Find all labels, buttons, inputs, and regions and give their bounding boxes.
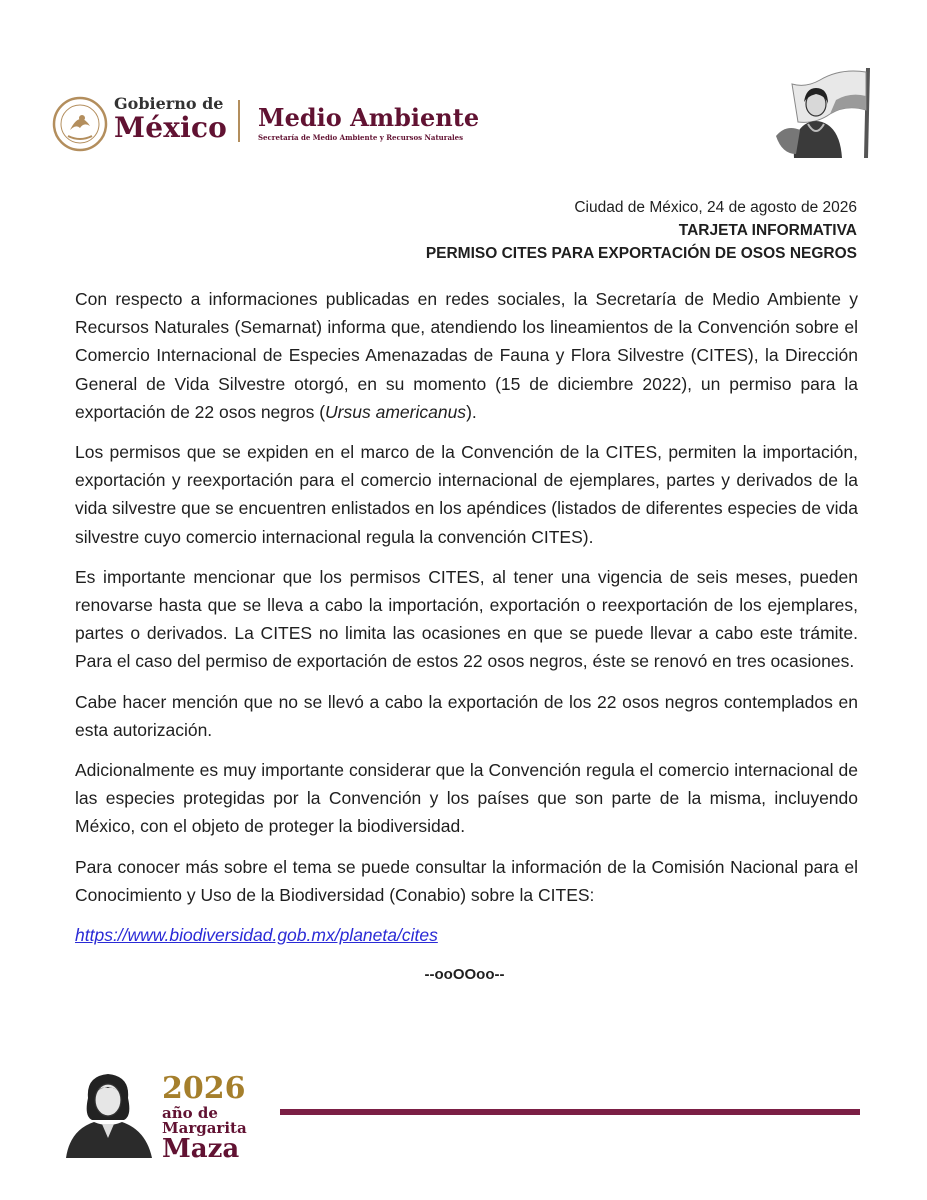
- document-meta: [426, 196, 857, 265]
- year-line-a: año de: [162, 1104, 218, 1122]
- footer: [62, 1068, 872, 1168]
- p1-text-after: ).: [466, 401, 477, 422]
- document-type: TARJETA INFORMATIVA: [678, 222, 857, 239]
- year-line-c: Maza: [162, 1134, 240, 1164]
- year-number: 2026: [162, 1071, 246, 1106]
- letterhead: [52, 92, 872, 164]
- link-paragraph: [75, 921, 858, 949]
- paragraph-2: Los permisos que se expiden en el marco de la Convención de la CITES, permiten la importación, exportación y reexportación para el comercio internacional de ejemplares, partes y derivados de la vida silvestre que se encuentren enlistados en los apéndices (listados de diferentes especies de vida silvestre cuyo comercio internacional regula la convención CITES).: [75, 442, 858, 547]
- paragraph-3: Es importante mencionar que los permisos CITES, al tener una vigencia de seis meses, pueden renovarse hasta que se lleva a cabo la importación, exportación o reexportación de los ejemplares, partes o derivados. La CITES no limita las ocasiones en que se puede llevar a cabo este trámite. Para el caso del permiso de exportación de estos 22 osos negros, éste se renovó en tres ocasiones.: [75, 566, 858, 672]
- document-subject: PERMISO CITES PARA EXPORTACIÓN DE OSOS NEGROS: [425, 245, 857, 262]
- conabio-cites-link[interactable]: https://www.biodiversidad.gob.mx/planeta/cites: [75, 925, 438, 946]
- mexico-coat-of-arms-icon: [52, 96, 108, 152]
- agency-subtitle: Secretaría de Medio Ambiente y Recursos Naturales: [258, 133, 464, 142]
- logo-divider: [238, 100, 240, 142]
- p1-text-before: Con respecto a informaciones publicadas en redes sociales, la Secretaría de Medio Ambiente y Recursos Naturales (Semarnat) informa que, atendiendo los lineamientos de la Convención sobre el Comercio Internacional de Especies Amenazadas de Fauna y Flora Silvestre (CITES), la Dirección General de Vida Silvestre otorgó, en su momento (15 de diciembre 2022), un permiso para la exportación de 22 osos negros (: [75, 289, 858, 422]
- document-body: [75, 285, 858, 989]
- margarita-maza-year-logo: [162, 1071, 247, 1164]
- woman-with-flag-illustration: [770, 66, 872, 158]
- agency-logo: [258, 103, 480, 142]
- gobierno-line1: Gobierno de: [114, 94, 224, 113]
- paragraph-5: Adicionalmente es muy importante considerar que la Convención regula el comercio internacional de las especies protegidas por la Convención y los países que son parte de la misma, incluyendo México, con el objeto de proteger la biodiversidad.: [75, 760, 858, 837]
- paragraph-1: [75, 285, 858, 426]
- paragraph-6: Para conocer más sobre el tema se puede consultar la información de la Comisión Nacional para el Conocimiento y Uso de la Biodiversidad (Conabio) sobre la CITES:: [75, 856, 858, 905]
- closing-mark: --ooOOoo--: [424, 966, 505, 984]
- paragraph-4: Cabe hacer mención que no se llevó a cabo la exportación de los 22 osos negros contemplados en esta autorización.: [75, 691, 858, 740]
- footer-rule: [280, 1109, 860, 1115]
- margarita-maza-portrait-illustration: [62, 1068, 158, 1158]
- year-line-b: Margarita: [162, 1119, 247, 1137]
- species-name: Ursus americanus: [325, 401, 467, 422]
- gobierno-line2: México: [114, 111, 228, 144]
- gobierno-de-mexico-logo: [114, 96, 227, 142]
- agency-name: Medio Ambiente: [258, 103, 480, 132]
- place-date: Ciudad de México, 24 de agosto de 2026: [574, 199, 857, 216]
